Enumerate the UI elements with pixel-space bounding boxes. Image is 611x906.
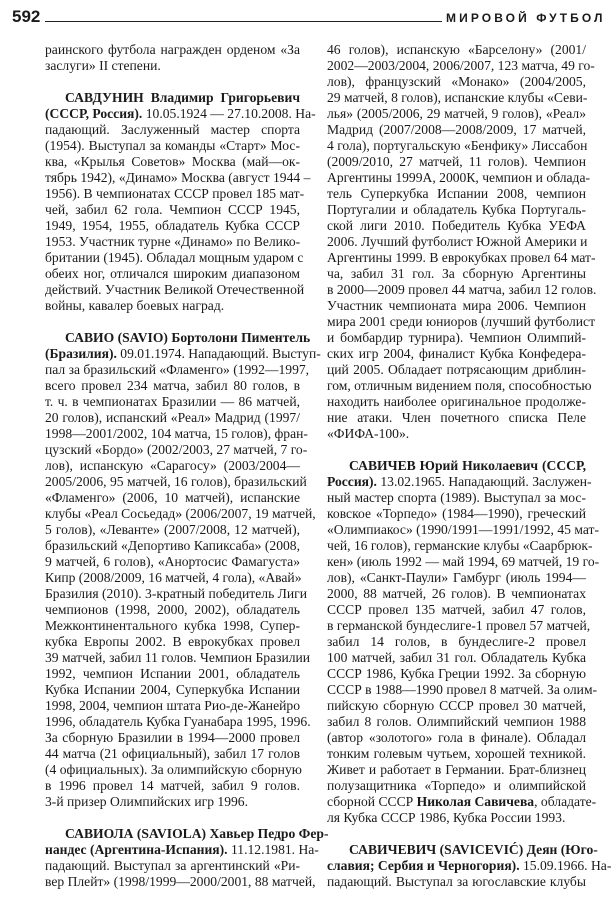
text-line: мира 2001 среди юниоров (лучший футболист [327,314,596,329]
page-number: 592 [12,7,41,26]
entry-heading: (Бразилия). [45,346,117,361]
text-line [327,858,611,874]
text-line: За сборную Бразилии в 1994—2000 провел [45,730,300,745]
text-line: всего провел 234 матча, забил 80 голов, в [45,378,300,393]
text-line: ской лиги 2010. Победитель Кубка УЕФА [327,218,586,233]
text-line: СССР в 1988—1990 провел 8 матчей. За олим- [327,682,598,697]
text-line [45,826,329,842]
text-line: Межконтинентального кубка 1998, Супер- [45,618,300,633]
text-line: лов), французский «Монако» (2004/2005, [327,74,586,89]
text-line: ских игр 2004, финалист Кубка Конфедера- [327,346,586,361]
text-line: «Фламенго» (2006, 10 матчей), испанские [45,490,300,505]
text-line: тель Суперкубка Испании 2008, чемпион [327,186,586,201]
text-line: лов), «Санкт-Паули» Гамбург (июль 1994— [327,570,586,585]
entry-text: 10.05.1924 — 27.10.2008. На- [142,106,316,121]
text-line: (4 официальных). За олимпийскую сборную [45,762,302,777]
text-line [45,842,319,858]
text-line: Аргентины 1999А, 2000К, чемпион и облада- [327,170,591,185]
entry-heading: нандес (Аргентина-Испания). [45,842,228,857]
text-line: чемпионов (1998, 2000, 2002), обладатель [45,602,300,617]
text-line: «Олимпиакос» (1990/1991—1991/1992, 45 мат- [327,522,600,537]
text-line [45,346,321,362]
entry-text: 11.12.1981. На- [227,842,319,857]
text-line: Португалии и обладатель Кубка Португаль- [327,202,586,217]
text-line: СССР 1986, Кубка Греции 1992. За сборную [327,666,586,681]
text-line: заслуги» II степени. [45,58,161,73]
entry-heading: САВИЧЕВ Юрий Николаевич (СССР, [349,458,586,473]
text-line: ковское «Торпедо» (1984—1990), греческий [327,506,586,521]
text-line [327,794,597,810]
text-line: т. ч. в чемпионатах Бразилии — 86 матчей, [45,394,300,409]
text-line [45,90,300,106]
text-line: полузащитника «Торпедо» и олимпийской [327,778,586,793]
text-line: 44 матча (21 официальный), забил 17 голов [45,746,300,761]
text-line: 5 голов), «Леванте» (2007/2008, 12 матчей), [45,522,300,537]
text-line: (1954). Выступал за команды «Старт» Мос- [45,138,300,153]
text-line: 2000, 88 матчей, 26 голов). В чемпионатах [327,586,586,601]
text-line: цузский «Бордо» (2002/2003, 27 матчей, 7 го- [45,442,308,457]
running-title: МИРОВОЙ ФУТБОЛ [446,11,606,25]
entry-heading: славия; Сербия и Черногория). [327,858,520,873]
text-line: 29 матчей, 8 голов), испанские клубы «Севи- [327,90,588,105]
text-line: падающий. Выступал за аргентинский «Ри- [45,858,300,873]
text-line: Живет и работает в Германии. Брат-близнец [327,762,586,777]
entry-continuation [45,42,300,74]
text-line [45,330,311,346]
entry-heading: САВИОЛА (SAVIOLA) Хавьер Педро Фер- [65,826,329,841]
entry-heading: Россия). [327,474,377,489]
entry-text: , обладате- [534,794,597,809]
text-line: ций 2005. Обладает потрясающим дриблин- [327,362,586,377]
text-line: тябрь 1942), «Динамо» Москва (август 1944 – [45,170,311,185]
text-line: бразильский «Депортиво Капиксаба» (2008, [45,538,300,553]
text-line [45,106,316,122]
text-line: 3-й призер Олимпийских игр 1996. [45,794,248,809]
text-line: гом, отличным видением поля, способностью [327,378,592,393]
text-line: падающий. Выступал за югославские клубы [327,874,586,889]
text-line: СССР провел 135 матчей, забил 47 голов, [327,602,586,617]
text-line: лья» (2005/2006, 29 матчей, 9 голов), «Реал» [327,106,586,121]
text-line: пийскую сборную СССР провел 30 матчей, [327,698,586,713]
text-line: клубы «Реал Сосьедад» (2006/2007, 19 матчей, [45,506,316,521]
text-line: пал за бразильский «Фламенго» (1992—1997, [45,362,310,377]
entry [45,826,329,890]
entry-heading: (СССР, Россия). [45,106,143,121]
text-line: находить наиболее оригинальное продолже- [327,394,586,409]
entry-text: 13.02.1965. Нападающий. Заслужен- [376,474,592,489]
text-line: кен» (июль 1992 — май 1994, 69 матчей, 19 го- [327,554,600,569]
text-line: и бомбардир турнира). Чемпион Олимпий- [327,330,586,345]
entry-text: 09.01.1974. Нападающий. Выступ- [116,346,321,361]
text-line: 9 матчей, 6 голов), «Анортосис Фамагуста» [45,554,300,569]
entry-text: сборной СССР [327,794,417,809]
right-column [327,42,611,906]
text-line: обеих ног, отличался широким диапазоном [45,266,300,281]
text-line: 100 матчей, забил 31 гол. Обладатель Кубка [327,650,586,665]
text-line [327,458,586,474]
text-line: 1953. Участник турне «Динамо» по Велико- [45,234,301,249]
entry-continuation [327,42,597,442]
text-line: ква, «Крылья Советов» Москва (май—ок- [45,154,300,169]
text-line: 4 гола), португальскую «Бенфику» Лиссабон [327,138,588,153]
text-line: войны, кавалер боевых наград. [45,298,225,313]
text-line: 1998—2001/2002, 104 матча, 15 голов), фран- [45,426,308,441]
entry [45,90,316,314]
text-line: (автор «золотого» гола в финале). Обладал [327,730,586,745]
text-line: лов), испанскую «Сарагосу» (2003/2004— [45,458,300,473]
entry-heading: САВИЧЕВИЧ (SAVICEVIĆ) Деян (Юго- [349,842,598,857]
text-line: 1956). В чемпионатах СССР провел 185 мат- [45,186,305,201]
text-line: 1996, обладатель Кубка Гуанабара 1995, 1996. [45,714,311,729]
entry-heading: Николая Савичева [416,794,535,809]
entry-heading: САВИО (SAVIO) Бортолони Пиментель [65,330,311,345]
text-line: Мадрид (2007/2008—2008/2009, 17 матчей, [327,122,586,137]
text-line: в 2000—2009 провел 44 матча, забил 12 голов. [327,282,597,297]
text-line: 2005/2006, 95 матчей, 16 голов), бразильский [45,474,307,489]
text-line: 1949, 1954, 1955, обладатель Кубка СССР [45,218,300,233]
text-line: действий. Участник Великой Отечественной [45,282,305,297]
entry [327,842,611,890]
text-line: забил 8 голов. Олимпийский чемпион 1988 [327,714,586,729]
text-line: «ФИФА-100». [327,426,410,441]
text-line: (2009/2010, 27 матчей, 11 голов). Чемпион [327,154,586,169]
text-line: ние атаки. Член почетного списка Пеле [327,410,586,425]
text-line: падающий. Заслуженный мастер спорта [45,122,300,137]
text-line: 1992, чемпион Испании 2001, обладатель [45,666,300,681]
entry-text: 15.09.1966. На- [519,858,611,873]
text-line: тонким голевым чутьем, хорошей техникой. [327,746,586,761]
text-line: 2002—2003/2004, 2006/2007, 123 матча, 49 го- [327,58,595,73]
text-line: 1998, 2004, чемпион штата Рио-де-Жанейро [45,698,300,713]
entry [327,458,600,826]
entry-heading: САВДУНИН Владимир Григорьевич [65,90,300,105]
text-line: 46 голов), испанскую «Барселону» (2001/ [327,42,586,57]
text-line: Кипр (2008/2009, 16 матчей, 4 гола), «Авай» [45,570,302,585]
text-line: 20 голов), испанский «Реал» Мадрид (1997/ [45,410,300,425]
text-line: Кубка Испании 2004, Суперкубка Испании [45,682,300,697]
text-line: забил 14 голов, в бундеслиге-2 провел [327,634,586,649]
text-line [327,474,592,490]
entry [45,330,321,810]
left-column [45,42,329,906]
text-line: вер Плейт» (1998/1999—2000/2001, 88 матчей, [45,874,316,889]
text-line: ля Кубка СССР 1986, Кубка России 1993. [327,810,566,825]
text-line: ча, забил 31 гол. За сборную Аргентины [327,266,586,281]
text-line: чей, 16 голов), германские клубы «Саарбрюк- [327,538,593,553]
header-rule [45,21,442,22]
text-line [327,842,598,858]
text-line: 39 матчей, забил 11 голов. Чемпион Бразилии [45,650,311,665]
text-line: Аргентины 1999. В еврокубках провел 64 мат- [327,250,596,265]
text-line: Участник чемпионата мира 2006. Чемпион [327,298,586,313]
text-line: кубка Европы 2002. В еврокубках провел [45,634,300,649]
text-line: ный мастер спорта (1989). Выступал за мос- [327,490,586,505]
text-line: раинского футбола награжден орденом «За [45,42,300,57]
text-line: чей, забил 62 гола. Чемпион СССР 1945, [45,202,300,217]
text-line: британии (1945). Обладал мощным ударом с [45,250,304,265]
text-line: Бразилия (2010). 3-кратный победитель Лиги [45,586,308,601]
text-line: в германской бундеслиге-1 провел 57 матчей, [327,618,591,633]
text-line: в 1996 провел 14 матчей, забил 9 голов. [45,778,300,793]
text-line: 2006. Лучший футболист Южной Америки и [327,234,588,249]
